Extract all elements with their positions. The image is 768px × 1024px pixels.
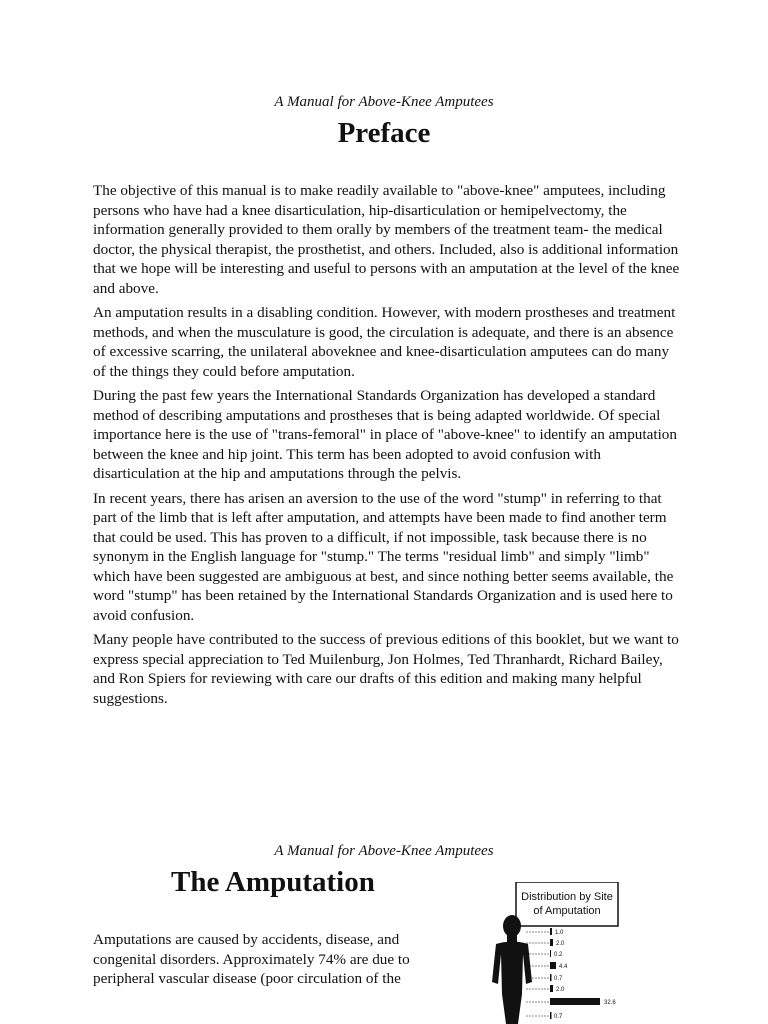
bar-value: 0.7: [554, 1014, 563, 1020]
bar-value: 1.0: [555, 930, 564, 936]
figure-caption-box: [516, 882, 618, 926]
amputation-site-figure: [488, 882, 648, 1024]
figure-svg: [488, 882, 648, 1024]
bar-value: 0.7: [554, 976, 563, 982]
human-silhouette-icon: [492, 915, 532, 1024]
bar-value: 2.0: [556, 987, 565, 993]
preface-paragraph: In recent years, there has arisen an aversion to the use of the word "stump" in referring to that part of the limb that is left after amputation, and attempts have been made to find another term that could be used. This has proven to a difficult, if not impossible, task because there is no synonym in the English language for "stump." The terms "residual limb" and simply "limb" which have been suggested are ambiguous at best, and since nothing better seems available, the word "stump" has been retained by the International Standards Organization and is used here to avoid confusion.: [93, 489, 674, 624]
chapter-body: [93, 930, 455, 989]
figure-title-line1: Distribution by Site: [521, 891, 613, 903]
preface-body: [93, 181, 683, 713]
bar-value: 4.4: [559, 964, 568, 970]
bar-value: 2.0: [556, 941, 565, 947]
running-head: A Manual for Above-Knee Amputees: [274, 843, 494, 859]
preface-title: Preface: [337, 117, 431, 149]
bar-value: 32.6: [604, 1000, 616, 1006]
figure-title-line2: of Amputation: [533, 905, 601, 917]
preface-paragraph: An amputation results in a disabling condition. However, with modern prostheses and treatment methods, and when the musculature is good, the circulation is adequate, and there is an absence of excessive scarring, the unilateral aboveknee and knee-disarticulation amputees can do many of the things they could before amputation.: [93, 304, 676, 380]
preface-paragraph: Many people have contributed to the success of previous editions of this booklet, but we want to express special appreciation to Ted Muilenburg, Jon Holmes, Ted Thranhardt, Richard Bailey, and Ron Spiers for reviewing with care our drafts of this edition and making many helpful suggestions.: [93, 631, 679, 707]
chapter-title: The Amputation: [171, 866, 375, 898]
preface-paragraph: During the past few years the International Standards Organization has developed a standard method of describing amputations and prostheses that is being adapted worldwide. Of special importance here is the use of "trans-femoral" in place of "above-knee" to identify an amputation between the knee and hip joint. This term has been adopted to avoid confusion with disarticulation at the hip and amputations through the pelvis.: [93, 387, 677, 482]
preface-paragraph: The objective of this manual is to make readily available to "above-knee" amputees, including persons who have had a knee disarticulation, hip-disarticulation or hemipelvectomy, the information generally provided to them orally by members of the treatment team- the medical doctor, the physical therapist, the prosthetist, and others. Included, also is additional information that we hope will be interesting and useful to persons with an amputation at the level of the knee and above.: [93, 182, 680, 297]
bar-value: 0.2: [554, 952, 563, 958]
running-head: A Manual for Above-Knee Amputees: [274, 94, 494, 110]
chapter-paragraph: Amputations are caused by accidents, disease, and congenital disorders. Approximately 74% are due to peripheral vascular disease (poor circulation of the: [93, 931, 410, 987]
figure-bars: [526, 928, 616, 1020]
